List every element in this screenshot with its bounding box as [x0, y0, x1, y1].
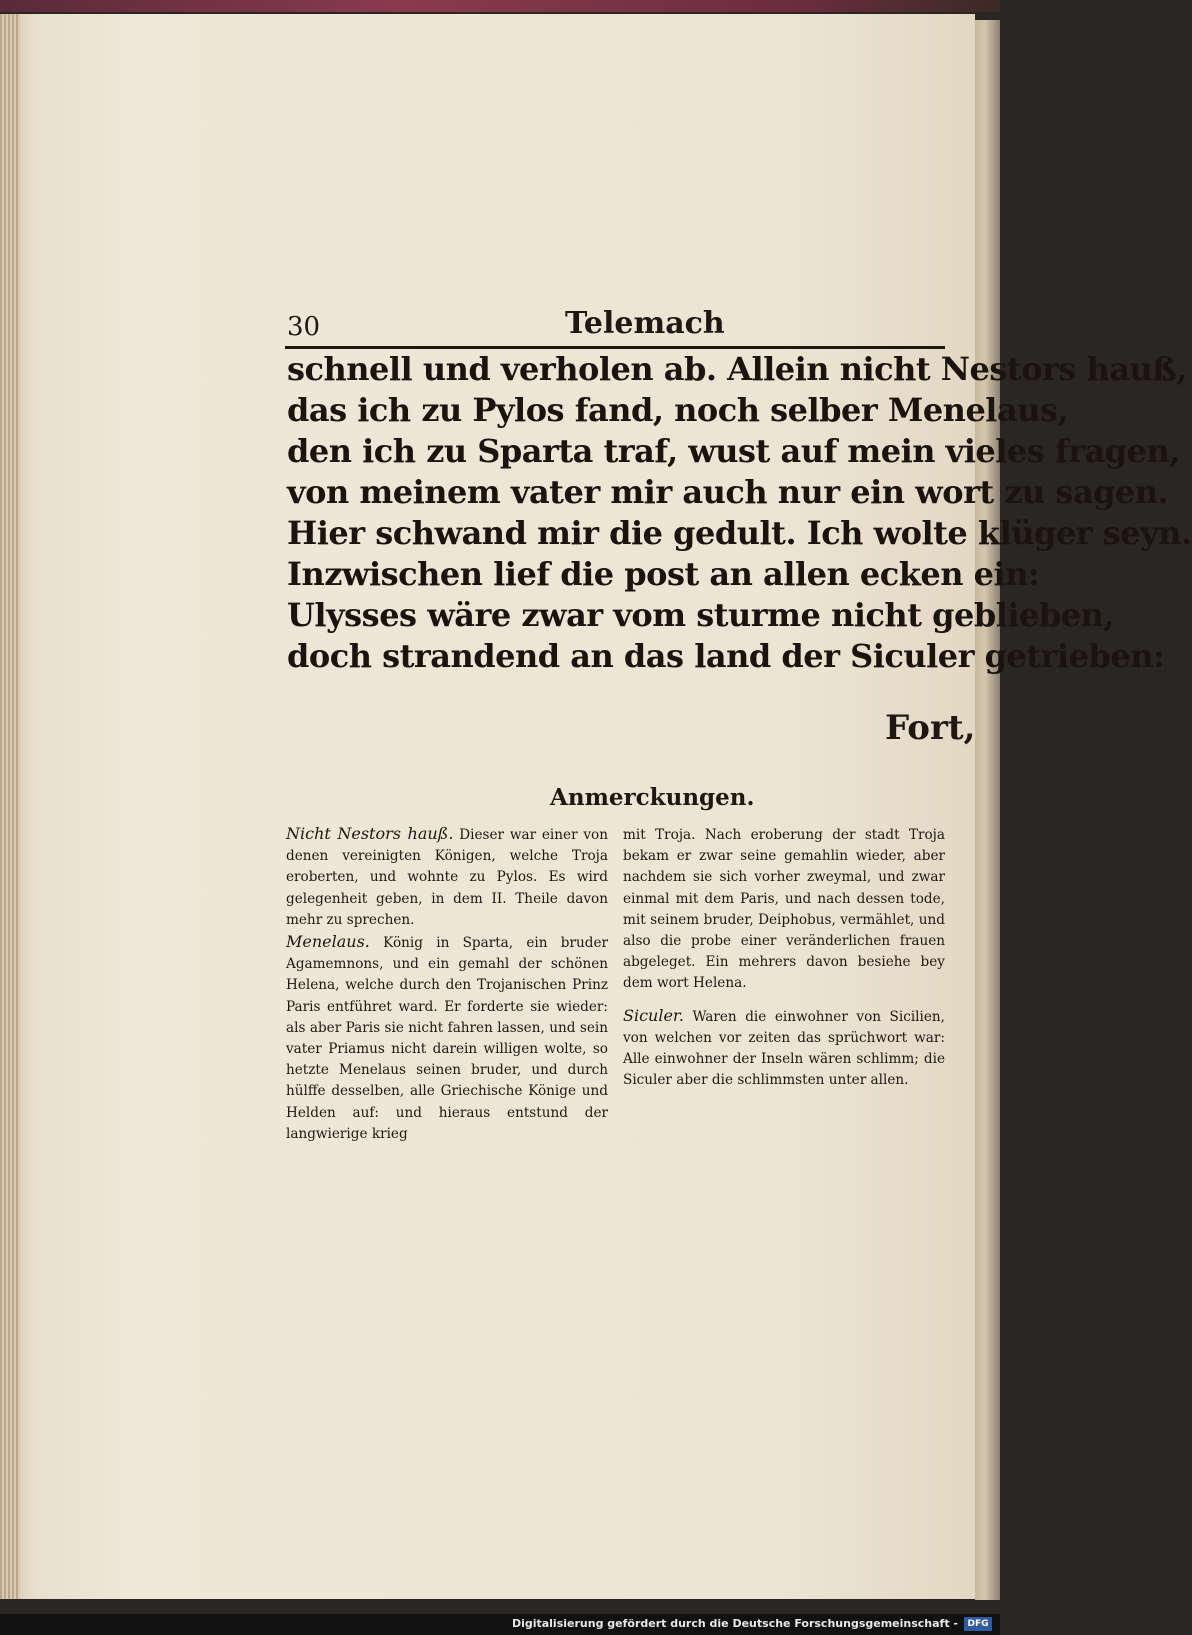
- note-lemma: Menelaus.: [286, 932, 370, 952]
- running-title: Telemach: [565, 306, 725, 341]
- poem-line: Inzwischen lief die post an allen ecken ein:: [287, 555, 1040, 593]
- note-entry: [286, 931, 608, 1145]
- note-entry: [286, 823, 608, 931]
- header-rule: [285, 346, 945, 349]
- note-lemma: Nicht Nestors hauß.: [286, 824, 454, 843]
- poem-line: den ich zu Sparta traf, wust auf mein vieles fragen,: [287, 432, 1180, 470]
- page-stack-left: [0, 14, 20, 1599]
- note-text: Dieser war einer von denen vereinigten Königen, welche Troja eroberten, und wohnte zu Pylos. Es wird gelegenheit geben, in dem II. Theile davon mehr zu sprechen.: [286, 827, 608, 928]
- dfg-logo: DFG: [964, 1617, 992, 1631]
- page-stack-right: [975, 20, 1000, 1600]
- poem-line: schnell und verholen ab. Allein nicht Nestors hauß,: [287, 350, 1187, 388]
- paper-page: [10, 14, 975, 1599]
- page-number: 30: [287, 312, 321, 342]
- book-cover-edge: [0, 0, 1000, 12]
- note-entry: [623, 1005, 945, 1092]
- digitization-credit: Digitalisierung gefördert durch die Deutsche Forschungsgemeinschaft -: [511, 1617, 958, 1630]
- note-text: König in Sparta, ein bruder Agamemnons, und ein gemahl der schönen Helena, welche durch den Trojanischen Prinz Paris entführet ward. Er forderte sie wieder: als aber Paris sie nicht fahren lassen, und sein vater Priamus nicht darein willigen wolte, so hetzte Menelaus seinen bruder, und durch hülffe desselben, alle Griechische Könige und Helden auf: und hieraus entstund der langwierige krieg: [286, 935, 608, 1142]
- poem-line: doch strandend an das land der Siculer getrieben:: [287, 637, 1165, 675]
- note-text: mit Troja. Nach eroberung der stadt Troja bekam er zwar seine gemahlin wieder, aber nachdem sie sich vorher zweymal, und zwar einmal mit dem Paris, und nach dessen tode, mit seinem bruder, Deiphobus, vermählet, und also die probe einer veränderlichen frauen abgeleget. Ein mehrers davon besiehe bey dem wort Helena.: [623, 827, 945, 992]
- note-text: Waren die einwohner von Sicilien, von welchen vor zeiten das sprüchwort war: Alle einwohner der Inseln wären schlimm; die Siculer aber die schlimmsten unter allen.: [623, 1008, 945, 1089]
- poem-line: Hier schwand mir die gedult. Ich wolte klüger seyn.: [287, 514, 1192, 552]
- poem-line: Ulysses wäre zwar vom sturme nicht geblieben,: [287, 596, 1115, 634]
- notes-title: Anmerckungen.: [550, 784, 755, 811]
- poem-line: von meinem vater mir auch nur ein wort zu sagen.: [287, 473, 1169, 511]
- note-entry: [623, 823, 945, 995]
- note-lemma: Siculer.: [623, 1005, 684, 1025]
- catchword: Fort,: [885, 708, 976, 748]
- notes-column-right: [623, 823, 945, 1091]
- poem-line: das ich zu Pylos fand, noch selber Menelaus,: [287, 391, 1069, 429]
- notes-column-left: [286, 823, 608, 1145]
